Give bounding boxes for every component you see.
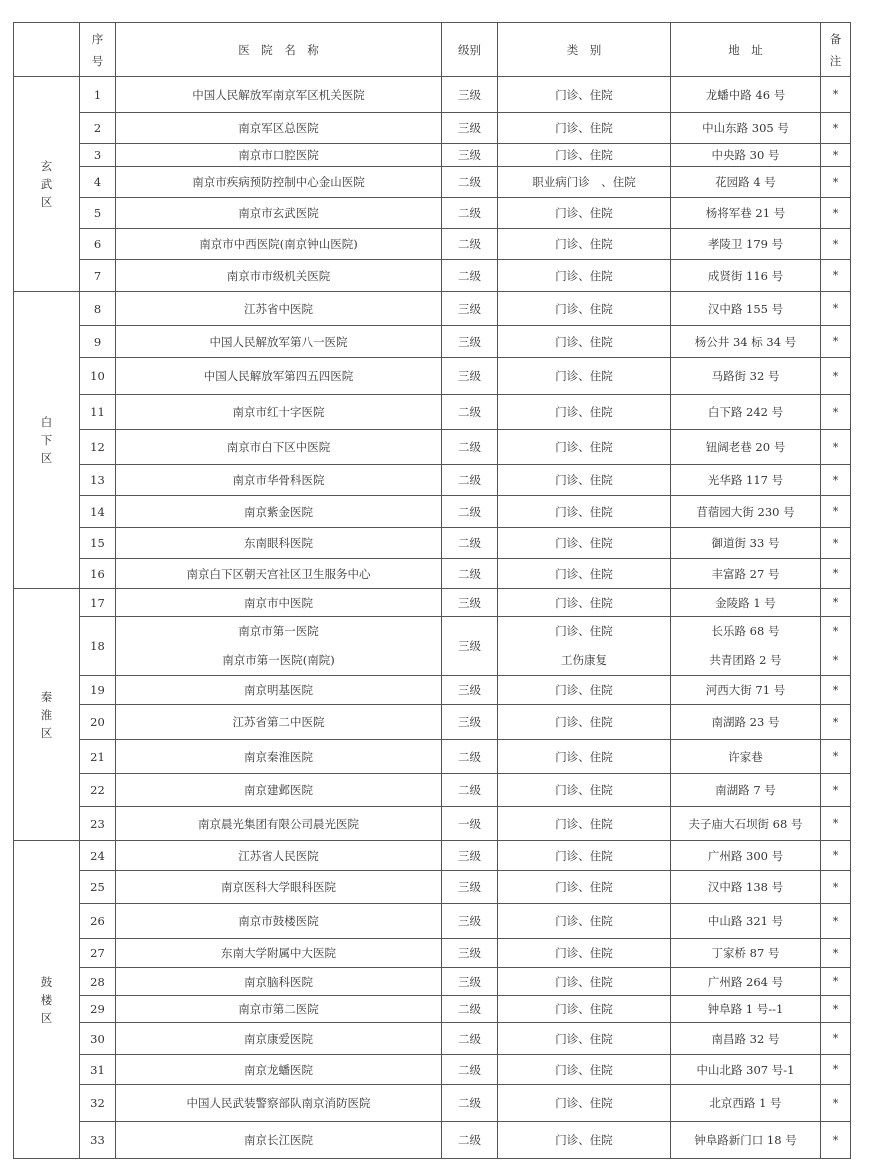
note-cell: * — [821, 77, 851, 113]
type-cell: 门诊、住院 — [498, 676, 671, 705]
district-cell — [14, 77, 80, 292]
table-row — [14, 167, 851, 198]
table-row — [14, 617, 851, 676]
level-cell: 三级 — [442, 113, 498, 144]
table-row — [14, 77, 851, 113]
address-cell: 丁家桥 87 号 — [671, 939, 821, 968]
district-char: 白 — [40, 415, 53, 429]
table-row — [14, 292, 851, 326]
address-cell: 南昌路 32 号 — [671, 1023, 821, 1055]
table-row — [14, 496, 851, 528]
level-cell: 三级 — [442, 77, 498, 113]
name-cell: 南京白下区朝天宫社区卫生服务中心 — [116, 559, 442, 589]
type-cell: 门诊、住院 — [498, 395, 671, 430]
name-cell: 南京明基医院 — [116, 676, 442, 705]
district-cell — [14, 589, 80, 841]
address-cell: 杨公井 34 标 34 号 — [671, 326, 821, 358]
seq-cell: 9 — [80, 326, 116, 358]
address-cell: 汉中路 155 号 — [671, 292, 821, 326]
district-char: 下 — [40, 433, 53, 447]
name-cell: 南京市红十字医院 — [116, 395, 442, 430]
seq-cell: 20 — [80, 705, 116, 740]
address-cell: 马路街 32 号 — [671, 358, 821, 395]
district-char: 区 — [40, 725, 53, 740]
name-cell: 南京市玄武医院 — [116, 198, 442, 229]
hospital-table — [13, 22, 851, 1159]
note-cell: * — [821, 430, 851, 465]
seq-cell: 28 — [80, 968, 116, 996]
district-char: 区 — [40, 195, 53, 209]
seq-cell: 14 — [80, 496, 116, 528]
address-cell: 河西大街 71 号 — [671, 676, 821, 705]
type-cell: 门诊、住院 — [498, 113, 671, 144]
type-cell-line-2: 工伤康复 — [561, 653, 607, 667]
note-cell: * — [821, 113, 851, 144]
note-cell: * — [821, 968, 851, 996]
level-cell: 二级 — [442, 260, 498, 292]
name-cell: 中国人民解放军第八一医院 — [116, 326, 442, 358]
seq-cell: 27 — [80, 939, 116, 968]
address-cell: 白下路 242 号 — [671, 395, 821, 430]
table-row — [14, 774, 851, 807]
note-cell: * — [821, 589, 851, 617]
name-cell: 江苏省人民医院 — [116, 841, 442, 871]
table-row — [14, 229, 851, 260]
address-cell: 中山路 321 号 — [671, 904, 821, 939]
name-cell: 东南眼科医院 — [116, 528, 442, 559]
type-cell: 门诊、住院 — [498, 77, 671, 113]
table-row — [14, 144, 851, 167]
note-cell: * — [821, 1122, 851, 1159]
address-cell-line-2: 共青团路 2 号 — [709, 653, 782, 667]
type-cell-line-1: 门诊、住院 — [555, 624, 613, 638]
seq-cell: 26 — [80, 904, 116, 939]
name-cell: 江苏省第二中医院 — [116, 705, 442, 740]
name-cell: 南京市鼓楼医院 — [116, 904, 442, 939]
seq-cell: 11 — [80, 395, 116, 430]
level-cell: 三级 — [442, 144, 498, 167]
level-cell: 二级 — [442, 198, 498, 229]
name-cell — [116, 617, 442, 676]
note-cell: * — [821, 260, 851, 292]
address-cell: 夫子庙大石坝街 68 号 — [671, 807, 821, 841]
address-cell: 花园路 4 号 — [671, 167, 821, 198]
type-cell: 门诊、住院 — [498, 326, 671, 358]
seq-cell: 15 — [80, 528, 116, 559]
name-cell: 南京军区总医院 — [116, 113, 442, 144]
note-cell: * — [821, 144, 851, 167]
note-cell: * — [821, 358, 851, 395]
name-cell: 中国人民武装警察部队南京消防医院 — [116, 1085, 442, 1122]
level-cell: 三级 — [442, 589, 498, 617]
note-cell-line-1: * — [832, 625, 839, 638]
level-cell: 二级 — [442, 430, 498, 465]
name-cell: 南京市白下区中医院 — [116, 430, 442, 465]
level-cell: 二级 — [442, 229, 498, 260]
seq-cell: 30 — [80, 1023, 116, 1055]
note-cell — [821, 617, 851, 676]
level-cell: 二级 — [442, 559, 498, 589]
type-cell: 门诊、住院 — [498, 198, 671, 229]
note-cell-line-2: * — [832, 654, 839, 667]
address-cell — [671, 617, 821, 676]
note-cell: * — [821, 395, 851, 430]
address-cell: 金陵路 1 号 — [671, 589, 821, 617]
address-cell: 汉中路 138 号 — [671, 871, 821, 904]
district-char: 楼 — [40, 992, 53, 1007]
address-cell: 南湖路 7 号 — [671, 774, 821, 807]
type-cell: 门诊、住院 — [498, 496, 671, 528]
table-row — [14, 326, 851, 358]
note-cell: * — [821, 676, 851, 705]
table-row — [14, 1085, 851, 1122]
level-cell: 二级 — [442, 496, 498, 528]
type-cell: 门诊、住院 — [498, 996, 671, 1023]
note-cell: * — [821, 292, 851, 326]
level-cell: 二级 — [442, 774, 498, 807]
seq-cell: 3 — [80, 144, 116, 167]
seq-cell: 25 — [80, 871, 116, 904]
address-cell: 中山东路 305 号 — [671, 113, 821, 144]
seq-cell: 13 — [80, 465, 116, 496]
district-char: 区 — [40, 1010, 53, 1025]
type-cell: 门诊、住院 — [498, 705, 671, 740]
type-cell: 门诊、住院 — [498, 807, 671, 841]
address-cell: 成贤街 116 号 — [671, 260, 821, 292]
address-cell: 钮阔老巷 20 号 — [671, 430, 821, 465]
table-row — [14, 430, 851, 465]
type-cell: 门诊、住院 — [498, 144, 671, 167]
seq-cell: 17 — [80, 589, 116, 617]
name-cell: 南京龙蟠医院 — [116, 1055, 442, 1085]
district-char: 淮 — [40, 707, 53, 722]
address-cell: 钟阜路 1 号--1 — [671, 996, 821, 1023]
note-cell: * — [821, 939, 851, 968]
seq-cell: 24 — [80, 841, 116, 871]
level-cell: 二级 — [442, 395, 498, 430]
table-row — [14, 1055, 851, 1085]
table-row — [14, 589, 851, 617]
name-cell: 南京康爱医院 — [116, 1023, 442, 1055]
address-cell: 广州路 300 号 — [671, 841, 821, 871]
district-char: 鼓 — [40, 974, 53, 989]
name-cell: 南京晨光集团有限公司晨光医院 — [116, 807, 442, 841]
table-row — [14, 395, 851, 430]
note-cell: * — [821, 198, 851, 229]
name-cell: 南京市华骨科医院 — [116, 465, 442, 496]
name-cell: 南京市市级机关医院 — [116, 260, 442, 292]
header-type: 类 别 — [498, 23, 671, 77]
name-cell: 南京医科大学眼科医院 — [116, 871, 442, 904]
type-cell: 门诊、住院 — [498, 841, 671, 871]
name-cell: 南京脑科医院 — [116, 968, 442, 996]
seq-cell: 12 — [80, 430, 116, 465]
level-cell: 三级 — [442, 968, 498, 996]
address-cell: 北京西路 1 号 — [671, 1085, 821, 1122]
note-cell: * — [821, 167, 851, 198]
table-row — [14, 676, 851, 705]
table-row — [14, 113, 851, 144]
header-address: 地 址 — [671, 23, 821, 77]
header-district — [14, 23, 80, 77]
note-cell: * — [821, 229, 851, 260]
level-cell: 一级 — [442, 807, 498, 841]
level-cell: 三级 — [442, 904, 498, 939]
type-cell: 职业病门诊 、住院 — [498, 167, 671, 198]
level-cell: 二级 — [442, 465, 498, 496]
seq-cell: 21 — [80, 740, 116, 774]
level-cell: 三级 — [442, 326, 498, 358]
note-cell: * — [821, 904, 851, 939]
table-row — [14, 841, 851, 871]
name-cell: 南京秦淮医院 — [116, 740, 442, 774]
type-cell: 门诊、住院 — [498, 1122, 671, 1159]
name-cell: 南京市第二医院 — [116, 996, 442, 1023]
table-row — [14, 705, 851, 740]
type-cell: 门诊、住院 — [498, 774, 671, 807]
seq-cell: 7 — [80, 260, 116, 292]
header-row — [14, 23, 851, 77]
table-row — [14, 1122, 851, 1159]
table-row — [14, 465, 851, 496]
type-cell: 门诊、住院 — [498, 1023, 671, 1055]
table-row — [14, 260, 851, 292]
table-row — [14, 559, 851, 589]
note-cell: * — [821, 559, 851, 589]
type-cell — [498, 617, 671, 676]
name-cell-line-1: 南京市第一医院 — [238, 624, 319, 638]
table-row — [14, 358, 851, 395]
note-cell: * — [821, 326, 851, 358]
table-row — [14, 198, 851, 229]
seq-cell: 32 — [80, 1085, 116, 1122]
header-level: 级别 — [442, 23, 498, 77]
seq-cell: 1 — [80, 77, 116, 113]
header-note-bottom: 注 — [829, 53, 842, 68]
seq-cell: 29 — [80, 996, 116, 1023]
note-cell: * — [821, 1085, 851, 1122]
type-cell: 门诊、住院 — [498, 229, 671, 260]
header-seq-bottom: 号 — [91, 53, 104, 68]
level-cell: 二级 — [442, 1023, 498, 1055]
name-cell: 南京市口腔医院 — [116, 144, 442, 167]
note-cell: * — [821, 774, 851, 807]
type-cell: 门诊、住院 — [498, 528, 671, 559]
address-cell: 光华路 117 号 — [671, 465, 821, 496]
district-char: 玄 — [40, 159, 53, 173]
level-cell: 二级 — [442, 1085, 498, 1122]
name-cell: 南京建邺医院 — [116, 774, 442, 807]
type-cell: 门诊、住院 — [498, 871, 671, 904]
name-cell: 南京长江医院 — [116, 1122, 442, 1159]
table-row — [14, 807, 851, 841]
seq-cell: 5 — [80, 198, 116, 229]
address-cell: 杨将军巷 21 号 — [671, 198, 821, 229]
seq-cell: 10 — [80, 358, 116, 395]
level-cell: 三级 — [442, 871, 498, 904]
type-cell: 门诊、住院 — [498, 430, 671, 465]
header-note — [821, 23, 851, 77]
note-cell: * — [821, 705, 851, 740]
name-cell: 南京市疾病预防控制中心金山医院 — [116, 167, 442, 198]
seq-cell: 8 — [80, 292, 116, 326]
district-cell — [14, 841, 80, 1159]
address-cell: 苜蓿园大街 230 号 — [671, 496, 821, 528]
table-row — [14, 904, 851, 939]
header-note-top: 备 — [829, 31, 842, 46]
table-row — [14, 996, 851, 1023]
seq-cell: 23 — [80, 807, 116, 841]
level-cell: 三级 — [442, 358, 498, 395]
type-cell: 门诊、住院 — [498, 904, 671, 939]
level-cell: 二级 — [442, 996, 498, 1023]
note-cell: * — [821, 465, 851, 496]
name-cell: 东南大学附属中大医院 — [116, 939, 442, 968]
type-cell: 门诊、住院 — [498, 968, 671, 996]
address-cell: 御道街 33 号 — [671, 528, 821, 559]
type-cell: 门诊、住院 — [498, 465, 671, 496]
address-cell: 南湖路 23 号 — [671, 705, 821, 740]
district-char: 秦 — [40, 689, 53, 704]
name-cell: 南京市中医院 — [116, 589, 442, 617]
level-cell: 三级 — [442, 676, 498, 705]
name-cell: 南京紫金医院 — [116, 496, 442, 528]
seq-cell: 31 — [80, 1055, 116, 1085]
table-row — [14, 939, 851, 968]
seq-cell: 19 — [80, 676, 116, 705]
address-cell: 中山北路 307 号-1 — [671, 1055, 821, 1085]
note-cell: * — [821, 996, 851, 1023]
note-cell: * — [821, 740, 851, 774]
note-cell: * — [821, 496, 851, 528]
district-cell — [14, 292, 80, 589]
level-cell: 三级 — [442, 617, 498, 676]
type-cell: 门诊、住院 — [498, 1085, 671, 1122]
type-cell: 门诊、住院 — [498, 589, 671, 617]
seq-cell: 33 — [80, 1122, 116, 1159]
address-cell-line-1: 长乐路 68 号 — [711, 624, 780, 638]
table-row — [14, 871, 851, 904]
header-seq — [80, 23, 116, 77]
note-cell: * — [821, 807, 851, 841]
table-row — [14, 1023, 851, 1055]
level-cell: 三级 — [442, 292, 498, 326]
table-row — [14, 528, 851, 559]
level-cell: 三级 — [442, 939, 498, 968]
level-cell: 二级 — [442, 1122, 498, 1159]
seq-cell: 6 — [80, 229, 116, 260]
address-cell: 丰富路 27 号 — [671, 559, 821, 589]
type-cell: 门诊、住院 — [498, 740, 671, 774]
level-cell: 二级 — [442, 1055, 498, 1085]
name-cell-line-2: 南京市第一医院(南院) — [222, 653, 335, 667]
name-cell: 江苏省中医院 — [116, 292, 442, 326]
address-cell: 许家巷 — [671, 740, 821, 774]
name-cell: 南京市中西医院(南京钟山医院) — [116, 229, 442, 260]
seq-cell: 4 — [80, 167, 116, 198]
level-cell: 三级 — [442, 705, 498, 740]
type-cell: 门诊、住院 — [498, 1055, 671, 1085]
district-char: 武 — [40, 177, 53, 191]
note-cell: * — [821, 871, 851, 904]
name-cell: 中国人民解放军南京军区机关医院 — [116, 77, 442, 113]
address-cell: 孝陵卫 179 号 — [671, 229, 821, 260]
type-cell: 门诊、住院 — [498, 292, 671, 326]
type-cell: 门诊、住院 — [498, 559, 671, 589]
type-cell: 门诊、住院 — [498, 939, 671, 968]
seq-cell: 22 — [80, 774, 116, 807]
level-cell: 二级 — [442, 167, 498, 198]
type-cell: 门诊、住院 — [498, 260, 671, 292]
level-cell: 三级 — [442, 841, 498, 871]
district-char: 区 — [40, 451, 53, 465]
seq-cell: 2 — [80, 113, 116, 144]
address-cell: 钟阜路新门口 18 号 — [671, 1122, 821, 1159]
header-name: 医 院 名 称 — [116, 23, 442, 77]
header-seq-top: 序 — [91, 31, 104, 46]
table-row — [14, 968, 851, 996]
level-cell: 二级 — [442, 740, 498, 774]
seq-cell: 18 — [80, 617, 116, 676]
note-cell: * — [821, 1023, 851, 1055]
seq-cell: 16 — [80, 559, 116, 589]
note-cell: * — [821, 528, 851, 559]
note-cell: * — [821, 841, 851, 871]
type-cell: 门诊、住院 — [498, 358, 671, 395]
address-cell: 中央路 30 号 — [671, 144, 821, 167]
table-row — [14, 740, 851, 774]
name-cell: 中国人民解放军第四五四医院 — [116, 358, 442, 395]
note-cell: * — [821, 1055, 851, 1085]
level-cell: 二级 — [442, 528, 498, 559]
address-cell: 龙蟠中路 46 号 — [671, 77, 821, 113]
address-cell: 广州路 264 号 — [671, 968, 821, 996]
